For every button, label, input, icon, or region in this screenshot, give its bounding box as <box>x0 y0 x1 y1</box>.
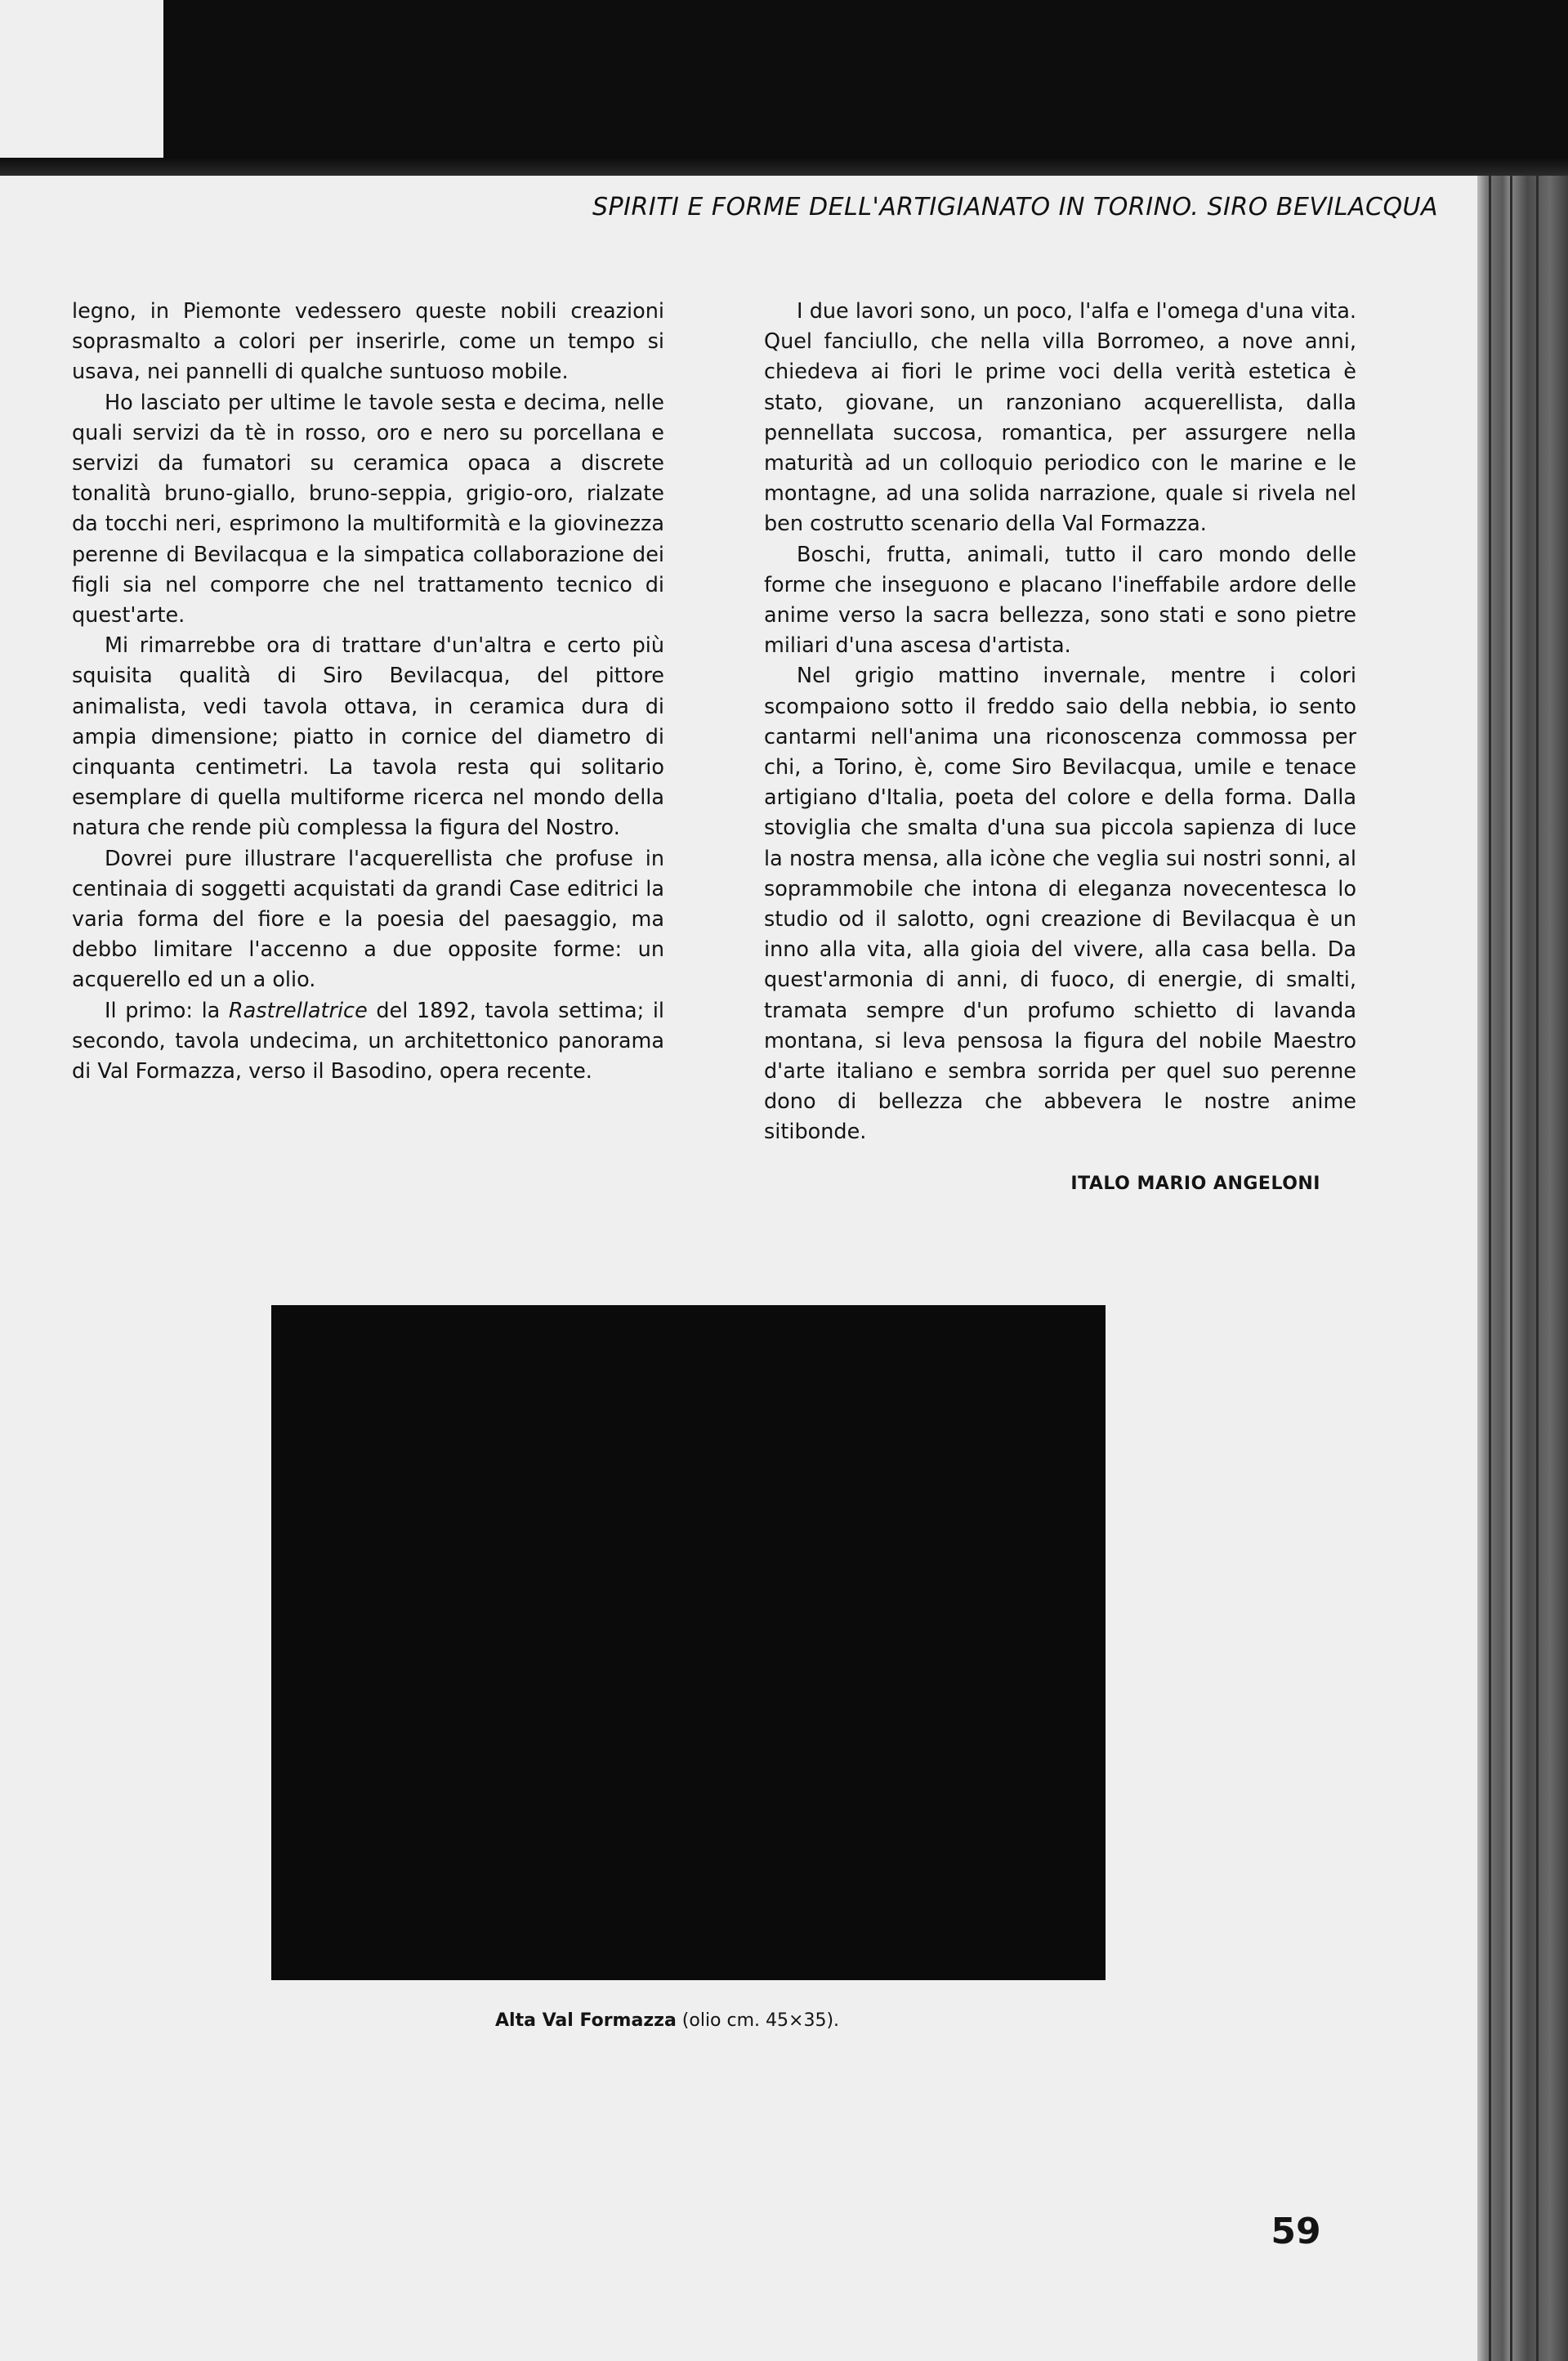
painting-reproduction <box>271 1305 1106 1980</box>
caption-detail: (olio cm. 45×35). <box>676 2010 840 2031</box>
top-black-band <box>0 0 1568 176</box>
binding-stripe <box>1510 176 1512 2361</box>
page-binding-edge <box>1477 176 1568 2361</box>
caption-title: Alta Val Formazza <box>495 2010 677 2031</box>
paragraph: Dovrei pure illustrare l'acquerellista che profuse in centinaia di soggetti acquistati da grandi Case editrici la varia forma del fiore e la poesia del paesaggio, ma debbo limitare l'accenno a due opposite forme: un acquerello ed un a olio. <box>72 846 664 993</box>
left-column <box>72 297 664 1087</box>
artwork-title: Rastrellatrice <box>228 998 368 1023</box>
paragraph-text: Il primo: la <box>105 998 229 1023</box>
right-column <box>764 297 1356 1148</box>
paragraph: Boschi, frutta, animali, tutto il caro mondo delle forme che inseguono e placano l'ineffabile ardore delle anime verso la sacra bellezza, sono stati e sono pietre miliari d'una ascesa d'artista. <box>764 542 1356 659</box>
paragraph: I due lavori sono, un poco, l'alfa e l'omega d'una vita. Quel fanciullo, che nella villa Borromeo, a nove anni, chiedeva ai fiori le prime voci della verità estetica è stato, giovane, un ranzoniano acquerellista, dalla pennellata succosa, romantica, per assurgere nella maturità ad un colloquio periodico con le marine e le montagne, ad una solida narrazione, quale si rivela nel ben costrutto scenario della Val Formazza. <box>764 299 1356 537</box>
author-signature: ITALO MARIO ANGELONI <box>1070 1174 1320 1194</box>
binding-stripe <box>1489 176 1491 2361</box>
paragraph: Nel grigio mattino invernale, mentre i colori scompaiono sotto il freddo saio della nebbia, io sento cantarmi nell'anima una riconoscenza commossa per chi, a Torino, è, come Siro Bevilacqua, umile e tenace artigiano d'Italia, poeta del colore e della forma. Dalla stoviglia che smalta d'una sua piccola sapienza di luce la nostra mensa, alla icòne che veglia sui nostri sonni, al soprammobile che intona di eleganza novecentesca lo studio od il salotto, ogni creazione di Bevilacqua è un inno alla vita, alla gioia del vivere, alla casa bella. Da quest'armonia di anni, di fuoco, di energie, di smalti, tramata sempre d'un profumo schietto di lavanda montana, si leva pensosa la figura del nobile Maestro d'arte italiano e sembra sorrida per quel suo perenne dono di bellezza che abbevera le nostre anime sitibonde. <box>764 664 1356 1145</box>
paragraph: legno, in Piemonte vedessero queste nobili creazioni soprasmalto a colori per inserirle, come un tempo si usava, nei pannelli di qualche suntuoso mobile. <box>72 299 664 385</box>
paragraph <box>72 996 664 1088</box>
running-head: SPIRITI E FORME DELL'ARTIGIANATO IN TORINO. SIRO BEVILACQUA <box>592 193 1439 221</box>
paragraph: Ho lasciato per ultime le tavole sesta e decima, nelle quali servizi da tè in rosso, oro e nero su porcellana e servizi da fumatori su ceramica opaca a discrete tonalità bruno-giallo, bruno-seppia, grigio-oro, rialzate da tocchi neri, esprimono la multiformità e la giovinezza perenne di Bevilacqua e la simpatica collaborazione dei figli sia nel comporre che nel trattamento tecnico di quest'arte. <box>72 390 664 628</box>
page-number: 59 <box>1271 2211 1321 2252</box>
top-band-margin <box>0 0 163 176</box>
figure-caption <box>495 2010 1067 2031</box>
binding-stripe <box>1536 176 1539 2361</box>
top-band-edge <box>0 158 1568 176</box>
paragraph-text: del 1892, tavola settima; il secondo, tavola undecima, un architettonico panorama di Val Formazza, verso il Basodino, opera recente. <box>72 998 664 1084</box>
paragraph: Mi rimarrebbe ora di trattare d'un'altra e certo più squisita qualità di Siro Bevilacqua, del pittore animalista, vedi tavola ottava, in ceramica dura di ampia dimensione; piatto in cornice del diametro di cinquanta centimetri. La tavola resta qui solitario esemplare di quella multiforme ricerca nel mondo della natura che rende più complessa la figura del Nostro. <box>72 633 664 841</box>
